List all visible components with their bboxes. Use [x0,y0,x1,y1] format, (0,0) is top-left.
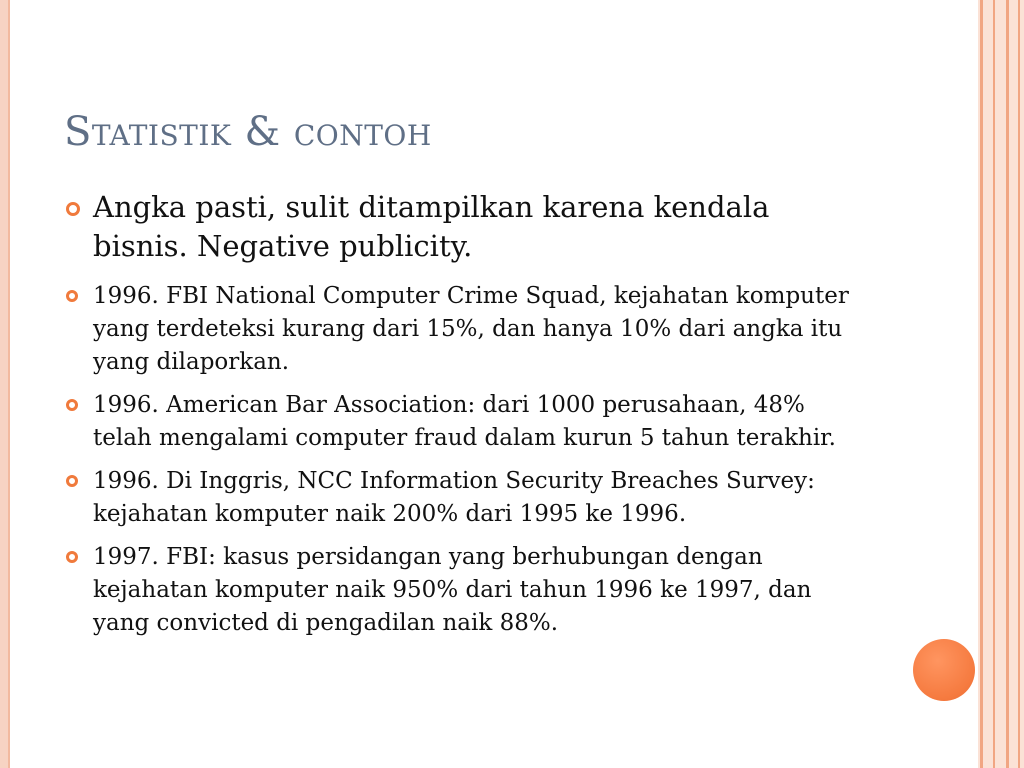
slide-title: Statistik & contoh [64,109,432,155]
right-stripe [993,0,995,768]
ring-bullet-icon [66,202,80,216]
bullet-item [66,541,866,640]
bullet-list [66,188,866,650]
ring-bullet-icon [66,551,78,563]
bullet-item [66,389,866,455]
bullet-item [66,188,866,266]
left-border-decoration [0,0,8,768]
right-stripe [980,0,983,768]
ring-bullet-icon [66,290,78,302]
right-stripe [1006,0,1009,768]
bullet-text: 1996. American Bar Association: dari 1000 perusahaan, 48% telah mengalami computer fraud dalam kurun 5 tahun terakhir. [93,392,836,451]
bullet-text: 1997. FBI: kasus persidangan yang berhubungan dengan kejahatan komputer naik 950% dari tahun 1996 ke 1997, dan yang convicted di pengadilan naik 88%. [93,544,812,636]
bullet-text: 1996. FBI National Computer Crime Squad, kejahatan komputer yang terdeteksi kurang dari 15%, dan hanya 10% dari angka itu yang dilaporkan. [93,283,849,375]
ring-bullet-icon [66,399,78,411]
bullet-text: Angka pasti, sulit ditampilkan karena kendala bisnis. Negative publicity. [93,190,770,263]
left-border-line [8,0,10,768]
bullet-item [66,465,866,531]
bullet-item [66,280,866,379]
orange-circle-icon [913,639,975,701]
ring-bullet-icon [66,475,78,487]
bullet-text: 1996. Di Inggris, NCC Information Security Breaches Survey: kejahatan komputer naik 200% dari 1995 ke 1996. [93,468,815,527]
right-stripe [1018,0,1020,768]
